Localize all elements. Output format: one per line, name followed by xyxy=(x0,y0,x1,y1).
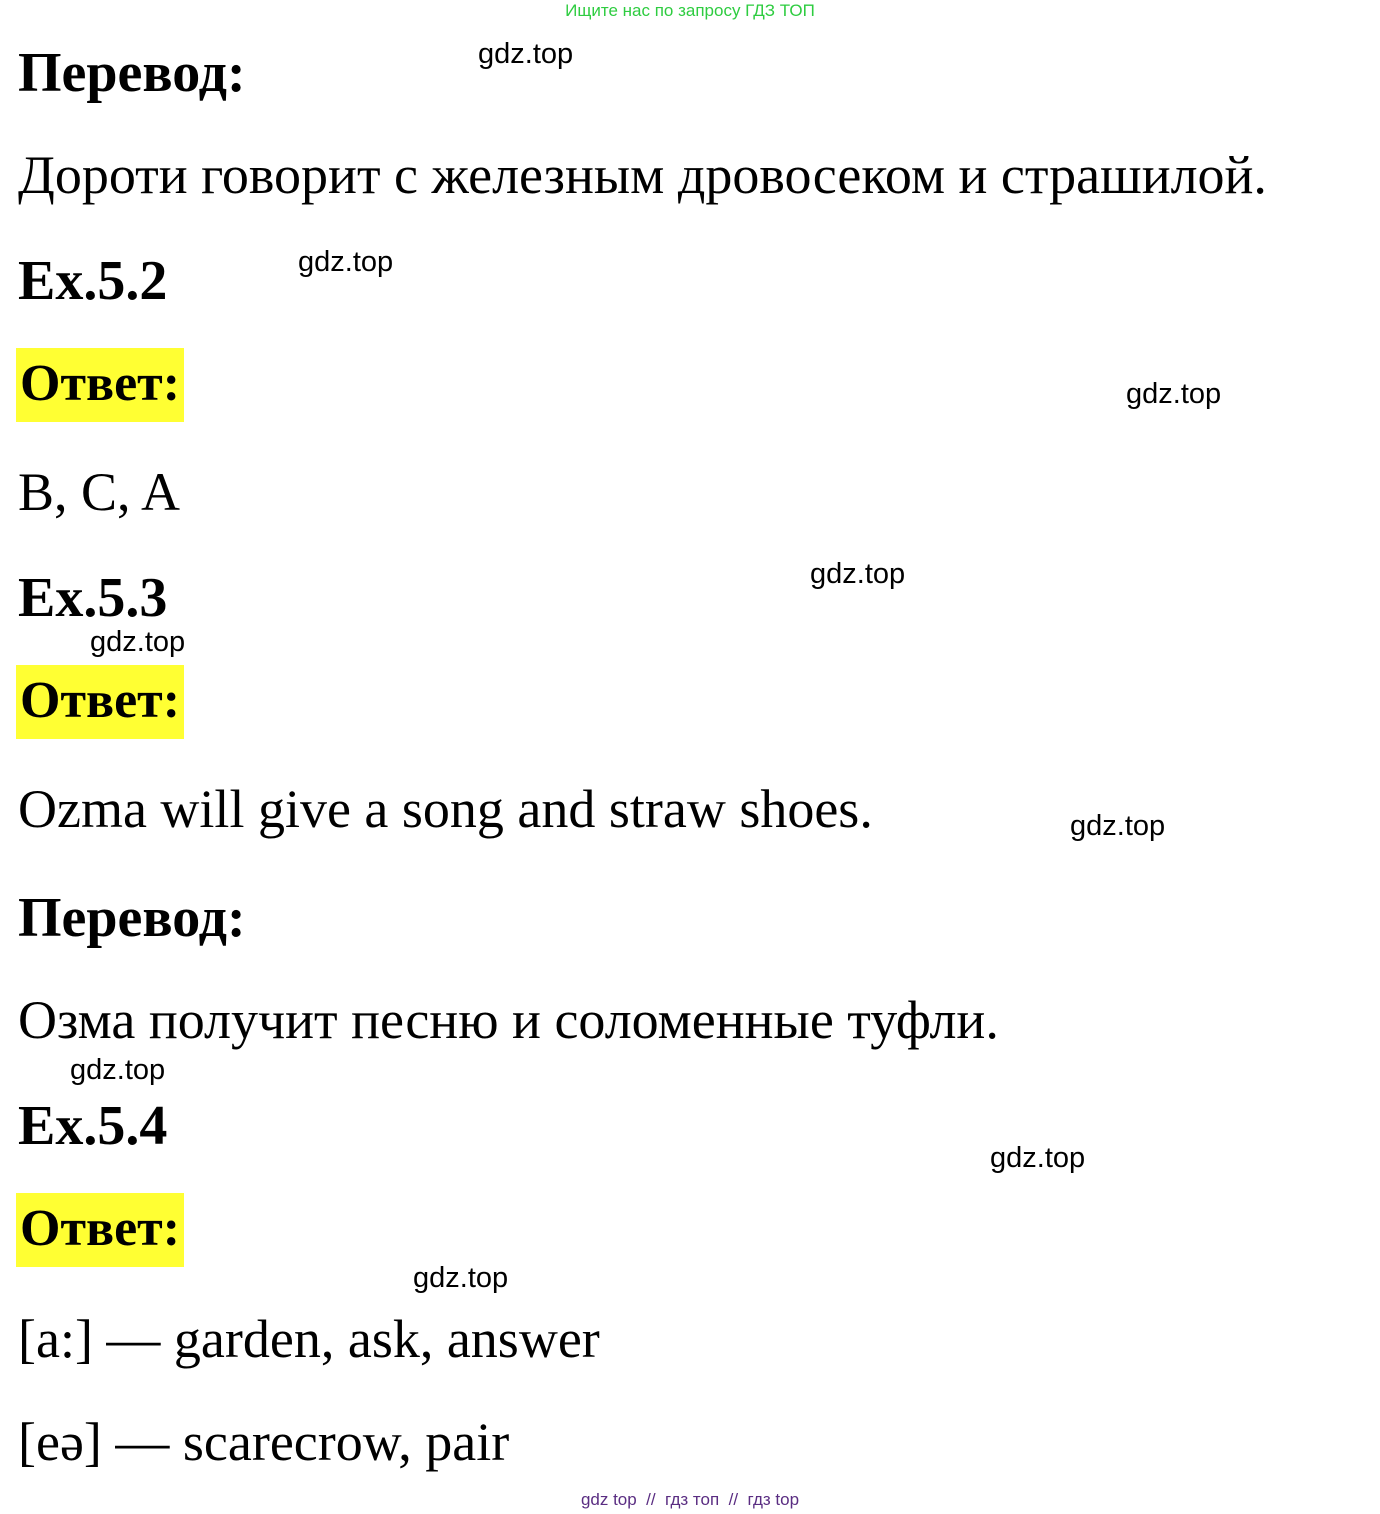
exercise-heading-5-2: Ex.5.2 xyxy=(18,250,168,312)
watermark: gdz.top xyxy=(90,626,186,658)
exercise-heading-5-4: Ex.5.4 xyxy=(18,1095,168,1157)
watermark: gdz.top xyxy=(1126,378,1222,410)
watermark: gdz.top xyxy=(298,246,394,278)
exercise-heading-5-3: Ex.5.3 xyxy=(18,567,168,629)
translation-heading: Перевод: xyxy=(18,887,246,949)
answer-label: Ответ: xyxy=(16,1193,184,1267)
watermark: gdz.top xyxy=(1070,810,1166,842)
watermark: gdz.top xyxy=(478,38,574,70)
translation-text: Дороти говорит с железным дровосеком и страшилой. xyxy=(18,145,1267,205)
watermark: gdz.top xyxy=(70,1054,166,1086)
watermark: gdz.top xyxy=(413,1262,509,1294)
watermark: gdz.top xyxy=(990,1142,1086,1174)
answer-text: Ozma will give a song and straw shoes. xyxy=(18,779,873,839)
answer-line-2: [eə] — scarecrow, pair xyxy=(18,1412,510,1472)
answer-label: Ответ: xyxy=(16,665,184,739)
translation-text: Озма получит песню и соломенные туфли. xyxy=(18,990,999,1050)
translation-heading: Перевод: xyxy=(18,42,246,104)
watermark: gdz.top xyxy=(810,558,906,590)
answer-label: Ответ: xyxy=(16,348,184,422)
answer-line-1: [a:] — garden, ask, answer xyxy=(18,1309,600,1369)
footer-links: gdz top // гдз топ // гдз top xyxy=(580,1490,800,1509)
top-banner: Ищите нас по запросу ГДЗ ТОП xyxy=(565,1,815,20)
answer-text: B, C, A xyxy=(18,462,181,522)
